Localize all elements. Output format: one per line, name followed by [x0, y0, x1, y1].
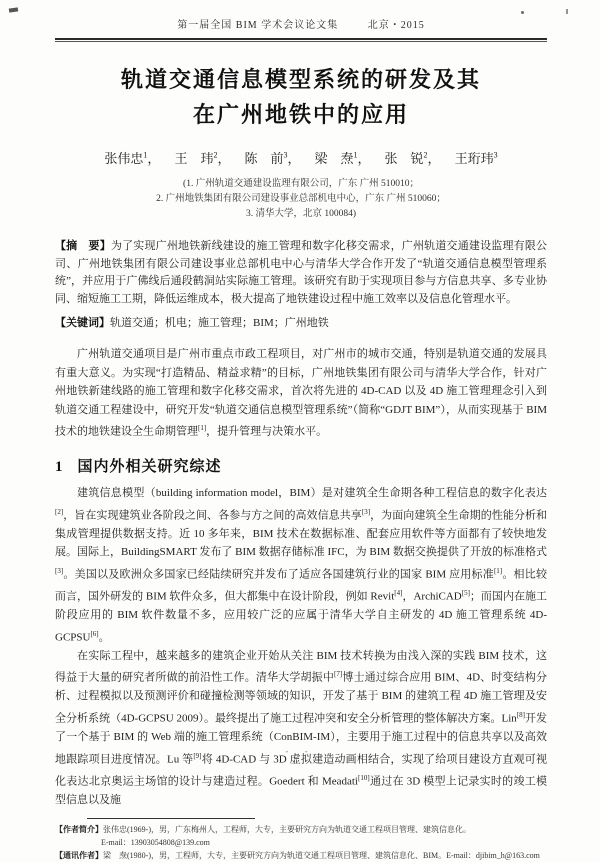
affiliation-1: (1. 广州轨道交通建设监理有限公司，广东 广州 510010； [183, 179, 419, 189]
proceedings-location-year: 北京・2015 [367, 20, 425, 31]
body-text: 在实际工程中，越来越多的建筑企业开始从关注 BIM 技术转换为由浅入深的实践 BIM 技术，这得益于大量的研究者所做的前沿性工作。清华大学胡振中 [55, 649, 547, 684]
citation-ref: [10] [358, 773, 370, 782]
paper-title-line2: 在广州地铁中的应用 [192, 102, 409, 127]
paper-title-line1: 轨道交通信息模型系统的研发及其 [120, 67, 481, 92]
abstract-text: 为了实现广州地铁新线建设的施工管理和数字化移交需求，广州轨道交通建设监理有限公司、广州地铁集团有限公司建设事业总部机电中心与清华大学合作开发了“轨道交通信息模型管理系统”，并应用于广佛线后通段鹤洞站实际施工管理。该研究有助于实现项目参与方信息共享、多专业协同、缩短施工工期，降低运维成本，极大提高了地铁建设过程中施工效率以及信息化管理水平。 [55, 240, 548, 305]
author-bio-label: 【作者简介】 [55, 825, 103, 835]
citation-ref: [6] [90, 629, 99, 638]
author-affil-mark: 1 [353, 150, 358, 160]
corresponding-author-label: 【通讯作者】 [55, 851, 103, 861]
author-separator: ， [287, 151, 301, 166]
body-text: 博士通过综合应用 BIM、4D、时变结构分析、过程模拟以及预测评价和碰撞检测等领域的知识，开发了基于 BIM 的建筑工程 4D 施工管理及安全分析系统（4D-GCPSU 2009）。最终提出了施工过程冲突和安全分析管理的整体解决方案。Lin [55, 671, 547, 725]
author-affil-mark: 2 [213, 150, 218, 160]
body-text: 。 [98, 631, 110, 644]
body-text: ，旨在实现建筑业各阶段之间、各参与方之间的高效信息共享 [63, 509, 362, 522]
section-paragraph [55, 647, 547, 810]
citation-ref: [3] [361, 507, 371, 516]
proceedings-title: 第一届全国 BIM 学术会议论文集 [177, 20, 339, 31]
author [385, 151, 441, 166]
keywords-text: 轨道交通；机电；施工管理；BIM；广州地铁 [110, 317, 329, 329]
body-text: 建筑信息模型（building information model，BIM）是对建筑全生命期各种工程信息的数字化表达 [77, 487, 547, 500]
intro-paragraph [55, 345, 547, 441]
section-paragraph [55, 484, 547, 647]
author-name: 张 锐 [384, 151, 424, 166]
header-rule [55, 38, 547, 42]
intro-text: ，提升管理与决策水平。 [206, 425, 328, 438]
paper-title [55, 62, 547, 132]
citation-ref: [1] [493, 566, 503, 575]
citation-ref: [5] [461, 588, 470, 597]
author-name: 梁 焘 [314, 151, 354, 166]
abstract-label: 【摘 要】 [55, 240, 111, 252]
author [244, 151, 300, 166]
body-text: ；而国内在施工阶段应用的 BIM 软件数量不多，应用较广泛的应属于清华大学自主研发的 4D 施工管理系统 4D-GCPSU [55, 590, 548, 644]
page-number: - - [285, 746, 315, 756]
citation-ref: [7] [333, 670, 343, 679]
body-text: 开发了一个基于 BIM 的 Web 端的施工管理系统（ConBIM-IM），主要用于施工过程中的信息共享以及高效地跟踪项目进度情况。Lu 等 [55, 712, 548, 766]
citation-ref: [3] [55, 566, 64, 575]
section-1-heading [55, 455, 547, 476]
author-affil-mark: 2 [423, 150, 428, 160]
footnotes-block [55, 823, 547, 862]
body-text: 。美国以及欧洲众多国家已经陆续研究并发布了适应各国建筑行业的国家 BIM 应用标准 [63, 568, 494, 581]
body-text: 。相比较而言，国外研发的 BIM 软件众多，但大都集中在设计阶段，例如 Revit [55, 568, 547, 603]
author-name: 王 玮 [174, 151, 214, 166]
scan-artifact [566, 9, 568, 14]
corresponding-author-footnote [55, 849, 547, 862]
section-number: 1 [55, 459, 64, 476]
keywords-block [55, 315, 547, 332]
author-list [55, 148, 547, 167]
author-separator: ， [357, 151, 371, 166]
author-affil-mark: 3 [283, 150, 288, 160]
author-name: 陈 前 [244, 151, 284, 166]
keywords-label: 【关键词】 [55, 317, 110, 329]
affiliation-list [55, 177, 547, 222]
body-text: ，为面向建筑全生命期的性能分析和集成管理提供数据支持。近 10 多年来，BIM 技术在数据标准、配套应用软件等方面都有了较快地发展。国际上，BuildingSMART 发布了 BIM 数据存储标准 IFC，为 BIM 数据交换提供了开放的标准格式 [55, 509, 548, 559]
body-text: ，ArchiCAD [402, 590, 462, 603]
corresponding-author-text: 梁 焘(1980-)，男，工程师，大专，主要研究方向为轨道交通工程项目管理、建筑信息化、BIM。E-mail：djibim_h@163.com [103, 851, 540, 861]
footnote-separator [87, 818, 255, 819]
citation-ref: [9] [193, 751, 202, 760]
abstract-block [55, 238, 547, 308]
citation-ref: [8] [516, 710, 525, 719]
author-separator: ， [427, 151, 441, 166]
scan-artifact [521, 11, 524, 14]
author-affil-mark: 3 [493, 150, 498, 160]
author [174, 151, 230, 166]
author-affil-mark: 1 [143, 150, 148, 160]
author [315, 151, 371, 166]
author-separator: ， [217, 151, 231, 166]
author-name: 张伟忠 [104, 151, 144, 166]
intro-text: 广州轨道交通项目是广州市重点市政工程项目，对广州市的城市交通，特别是轨道交通的发展具有重大意义。为实现“打造精品、精益求精”的目标，广州地铁集团有限公司与清华大学合作，针对广州地铁新建线路的施工管理和数字化移交需求，首次将先进的 4D-CAD 以及 4D 施工管理理念引入到轨道交通工程建设中，研究开发“轨道交通信息模型管理系统”（简称“GDJT BIM”），从而实现基于 BIM 技术的地铁建设全生命期管理 [55, 348, 547, 438]
citation-ref: [4] [394, 588, 403, 597]
running-header [55, 12, 547, 31]
author-bio-text: 张伟忠(1969-)，男，广东梅州人，工程师，大专，主要研究方向为轨道交通工程项目管理、建筑信息化。 [103, 825, 471, 835]
author [455, 151, 498, 166]
author [104, 151, 160, 166]
author-separator: ， [147, 151, 161, 166]
body-text: 通过在 3D 模型上记录实时的竣工模型信息以及施 [55, 775, 547, 806]
author-bio-email: E-mail：13903054808@139.com [101, 838, 210, 848]
affiliation-2: 2. 广州地铁集团有限公司建设事业总部机电中心，广东 广州 510060； [156, 194, 446, 204]
body-text: 将 4D-CAD 与 3D 虚拟建造动画相结合，实现了给项目建设方直观可视化表达北京奥运主场馆的设计与建造过程。Goedert 和 Meadati [55, 753, 548, 788]
affiliation-3: 3. 清华大学，北京 100084) [245, 209, 357, 219]
citation-ref: [2] [55, 507, 64, 516]
citation-ref: [1] [198, 424, 207, 432]
author-bio-footnote [55, 823, 547, 836]
section-title: 国内外相关研究综述 [77, 459, 222, 476]
author-name: 王珩玮 [454, 151, 494, 166]
scan-artifact [9, 7, 18, 12]
